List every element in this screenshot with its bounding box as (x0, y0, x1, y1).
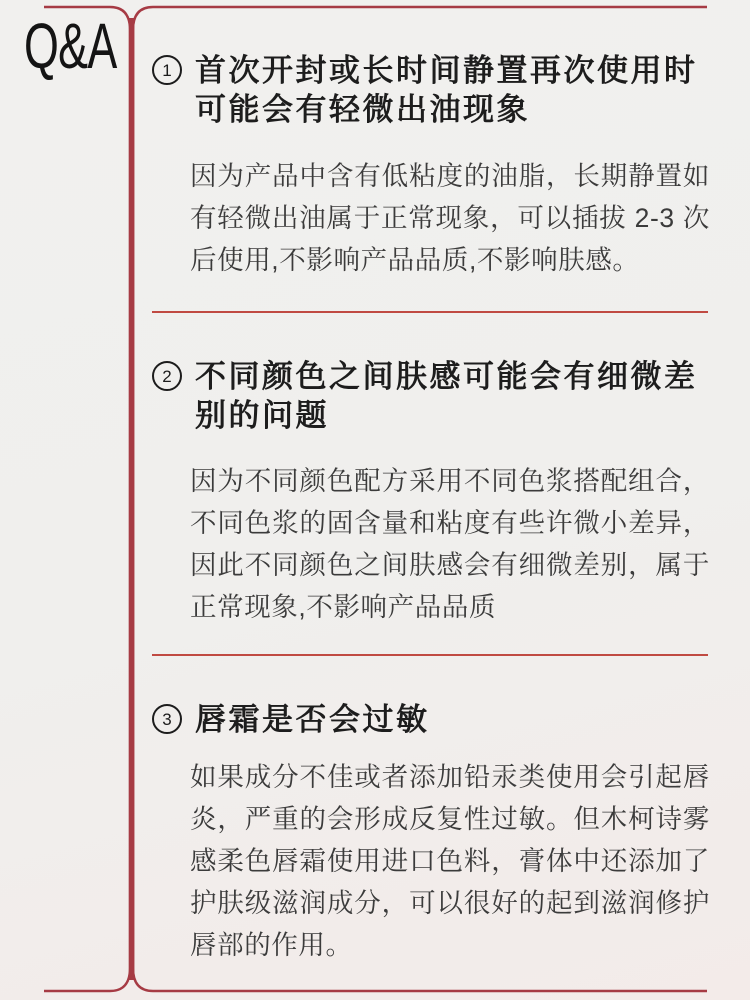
question-text: 唇霜是否会过敏 (195, 702, 430, 737)
question-text: 首次开封或长时间静置再次使用时可能会有轻微出油现象 (195, 53, 698, 127)
frame-left-path (44, 7, 130, 991)
answer-text: 因为不同颜色配方采用不同色浆搭配组合，不同色浆的固含量和粘度有些许微小差异，因此不同颜色之间肤感会有细微差别，属于正常现象,不影响产品品质 (190, 466, 710, 622)
question-number-badge: 2 (152, 361, 182, 391)
section-divider-line (152, 654, 708, 656)
qa-section-2 (152, 357, 710, 435)
answer-text: 因为产品中含有低粘度的油脂，长期静置如有轻微出油属于正常现象，可以插拔 2-3 次后使用,不影响产品品质,不影响肤感。 (190, 161, 710, 275)
answer-text: 如果成分不佳或者添加铅汞类使用会引起唇炎，严重的会形成反复性过敏。但木柯诗雾感柔色唇霜使用进口色料，膏体中还添加了护肤级滋润成分，可以很好的起到滋润修护唇部的作用。 (190, 762, 710, 960)
question-number-badge: 3 (152, 704, 182, 734)
question-row (152, 357, 710, 435)
qa-section-3 (152, 700, 710, 739)
question-row (152, 700, 710, 739)
question-text: 不同颜色之间肤感可能会有细微差别的问题 (195, 359, 698, 433)
vertical-divider-line (129, 18, 135, 980)
question-row (152, 51, 710, 129)
page-title: Q&A (24, 10, 117, 82)
question-number-badge: 1 (152, 55, 182, 85)
qa-section-1 (152, 51, 710, 129)
section-divider-line (152, 311, 708, 313)
